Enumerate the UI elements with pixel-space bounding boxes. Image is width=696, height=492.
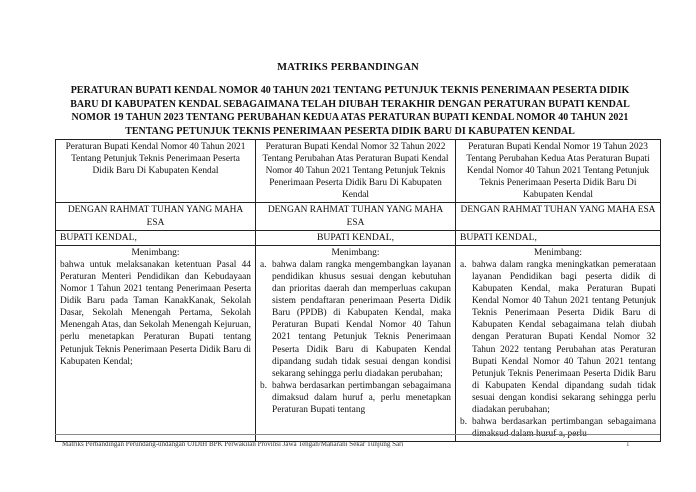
item-label: b.: [460, 417, 468, 428]
rahmat-text-1: DENGAN RAHMAT TUHAN YANG MAHA ESA: [56, 203, 256, 230]
item-text: bahwa berdasarkan pertimbangan sebagaimana dimaksud dalam huruf a, perlu menetapkan Peraturan Bupati tentang: [272, 380, 451, 415]
item-text: bahwa dalam rangka meningkatkan pemerataan layanan Pendidikan bagi peserta didik di Kabupaten Kendal, maka Peraturan Bupati Kendal Nomor 40 Tahun 2021 tentang Petunjuk Teknis Penerimaan Peserta Didik Baru di Kabupaten Kendal sebagaimana telah diubah dengan Peraturan Bupati Kendal Nomor 32 Tahun 2022 tentang Perubahan atas Peraturan Bupati Kendal Nomor 40 Tahun 2021 tentang Petunjuk Teknis Penerimaan Peserta Didik Baru di Kabupaten Kendal dipandang sudah tidak sesuai dengan kondisi sekarang sehingga perlu diadakan perubahan;: [472, 259, 656, 415]
rahmat-text-2: DENGAN RAHMAT TUHAN YANG MAHA ESA: [256, 203, 456, 230]
document-subtitle: PERATURAN BUPATI KENDAL NOMOR 40 TAHUN 2021 TENTANG PETUNJUK TEKNIS PENERIMAAN PESERTA DIDIK BARU DI KABUPATEN KENDAL SEBAGAIMANA TELAH DIUBAH TERAKHIR DENGAN PERATURAN BUPATI KENDAL NOMOR 19 TAHUN 2023 TENTANG PERUBAHAN KEDUA ATAS PERATURAN BUPATI KENDAL NOMOR 40 TAHUN 2021 TENTANG PETUNJUK TEKNIS PENERIMAAN PESERTA DIDIK BARU DI KABUPATEN KENDAL: [70, 85, 630, 137]
rahmat-text-3: DENGAN RAHMAT TUHAN YANG MAHA ESA: [456, 203, 661, 230]
menimbang-cell-1: [56, 245, 256, 442]
column-header-1: Peraturan Bupati Kendal Nomor 40 Tahun 2021 Tentang Petunjuk Teknis Penerimaan Peserta Didik Baru Di Kabupaten Kendal: [56, 140, 256, 203]
column-header-2: Peraturan Bupati Kendal Nomor 32 Tahun 2022 Tentang Perubahan Atas Peraturan Bupati Kendal Nomor 40 Tahun 2021 Tentang Petunjuk Teknis Penerimaan Peserta Didik Baru Di Kabupaten Kendal: [256, 140, 456, 203]
menimbang-row: [56, 245, 661, 442]
item-label: a.: [460, 259, 467, 270]
consideration-item: [460, 259, 656, 416]
item-text: bahwa berdasarkan pertimbangan sebagaimana dimaksud dalam huruf a, perlu: [472, 417, 656, 440]
menimbang-cell-3: [456, 245, 661, 442]
header-row: [56, 140, 661, 203]
bupati-text-2: BUPATI KENDAL,: [256, 230, 456, 245]
footer-divider: [55, 434, 660, 435]
bupati-text-1: BUPATI KENDAL,: [56, 230, 256, 245]
consideration-item: [260, 380, 451, 416]
bupati-text-3: BUPATI KENDAL,: [456, 230, 661, 245]
item-label: a.: [260, 259, 267, 270]
comparison-table: [55, 139, 661, 442]
rahmat-row: [56, 203, 661, 230]
consideration-text: bahwa untuk melaksanakan ketentuan Pasal 44 Peraturan Menteri Pendidikan dan Kebudayaan Nomor 1 Tahun 2021 tentang Penerimaan Peserta Didik Baru pada Taman KanakKanak, Sekolah Dasar, Sekolah Menengah Pertama, Sekolah Menengah Atas, dan Sekolah Menengah Kejuruan, perlu menetapkan Peraturan Bupati tentang Petunjuk Teknis Penerimaan Peserta Didik Baru di Kabupaten Kendal;: [60, 259, 251, 367]
column-header-3: Peraturan Bupati Kendal Nomor 19 Tahun 2023 Tentang Perubahan Kedua Atas Peraturan Bupati Kendal Nomor 40 Tahun 2021 Tentang Petunjuk Teknis Penerimaan Peserta Didik Baru Di Kabupaten Kendal: [456, 140, 661, 203]
menimbang-label-1: Menimbang:: [131, 247, 180, 258]
menimbang-label-2: Menimbang:: [331, 247, 380, 258]
page-number: 1: [626, 440, 630, 448]
consideration-item: [460, 416, 656, 440]
menimbang-cell-2: [256, 245, 456, 442]
consideration-item: [260, 259, 451, 380]
item-label: b.: [260, 380, 268, 391]
menimbang-label-3: Menimbang:: [534, 247, 582, 258]
bupati-row: [56, 230, 661, 245]
item-text: bahwa dalam rangka mengembangkan layanan pendidikan khusus sesuai dengan kebutuhan dan prioritas daerah dan memperluas cakupan sistem pendaftaran penerimaan Peserta Didik Baru (PPDB) di Kabupaten Kendal, maka Peraturan Bupati Kendal Nomor 40 Tahun 2021 tentang Petunjuk Teknis Penerimaan Peserta Didik Baru di Kabupaten Kendal dipandang sudah tidak sesuai dengan kondisi sekarang sehingga perlu diadakan perubahan;: [272, 259, 451, 379]
document-title: MATRIKS PERBANDINGAN: [277, 62, 419, 73]
footer-text: Matriks Perbandingan Perundang-undangan UJDIH BPK Perwakilan Provinsi Jawa Tengah/Maharani Sekar Tunjung Sari: [62, 440, 404, 448]
